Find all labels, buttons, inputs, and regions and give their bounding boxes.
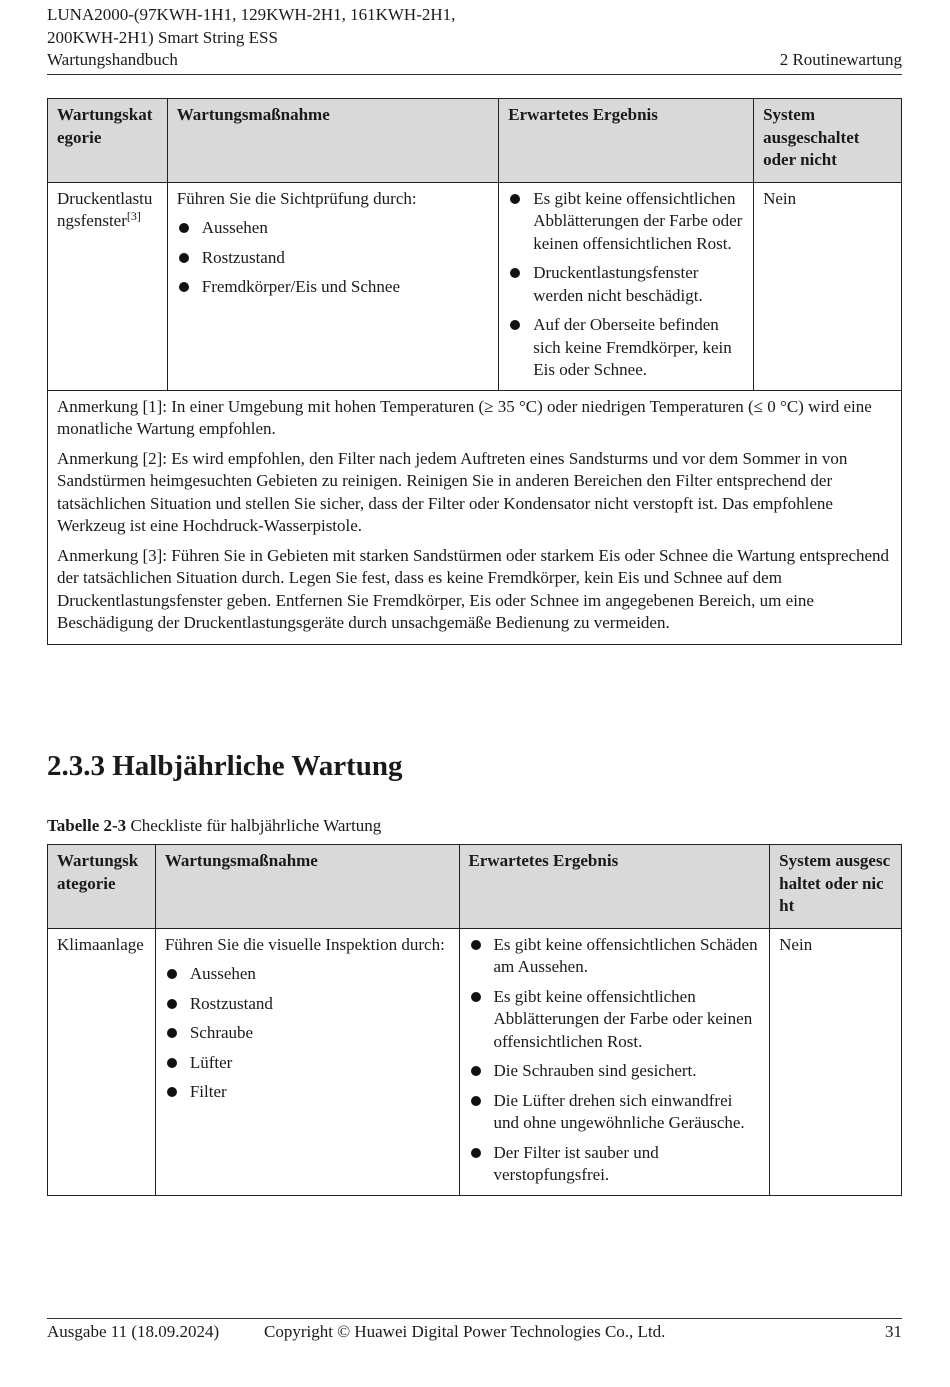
category-cell — [48, 182, 168, 390]
table-header-row — [48, 99, 902, 183]
header-result: Erwartetes Ergebnis — [499, 99, 754, 183]
table-caption — [47, 815, 381, 838]
list-item: Schraube — [165, 1022, 450, 1045]
doc-title-line-3: Wartungshandbuch — [47, 50, 178, 69]
list-item: Der Filter ist sauber und verstopfungsfrei. — [469, 1142, 761, 1187]
action-list — [165, 963, 450, 1104]
doc-title-line-2: 200KWH-2H1) Smart String ESS — [47, 27, 278, 47]
list-item: Es gibt keine offensichtlichen Abblätterungen der Farbe oder keinen offensichtlichen Rost. — [508, 188, 744, 256]
action-intro: Führen Sie die visuelle Inspektion durch: — [164, 934, 445, 954]
notes-cell — [48, 390, 902, 644]
semiannual-maintenance-table — [47, 844, 902, 1196]
page-number: 31 — [885, 1322, 902, 1341]
action-cell — [167, 182, 499, 390]
header-category: Wartungskategorie — [48, 845, 156, 929]
category-text: Druckentlastungsfenster — [57, 188, 153, 230]
table-caption-label: Tabelle 2-3 — [47, 816, 127, 835]
power-off-cell: Nein — [770, 928, 902, 1195]
list-item: Die Lüfter drehen sich einwandfrei und ohne ungewöhnliche Geräusche. — [469, 1090, 761, 1135]
note-3: Anmerkung [3]: Führen Sie in Gebieten mit starken Sandstürmen oder starkem Eis oder Schnee die Wartung entsprechend der tatsächlichen Situation durch. Legen Sie fest, dass es keine Fremdkörper, kein Eis und Schnee auf dem Druckentlastungsfenster geben. Entfernen Sie Fremdkörper, Eis oder Schnee im angegebenen Bereich, um eine Beschädigung der Druckentlastungsgeräte durch unsachgemäße Bedienung zu vermeiden. — [57, 545, 890, 632]
note-1: Anmerkung [1]: In einer Umgebung mit hohen Temperaturen (≥ 35 °C) oder niedrigen Temperaturen (≤ 0 °C) wird eine monatliche Wartung empfohlen. — [57, 396, 872, 438]
list-item: Druckentlastungsfenster werden nicht beschädigt. — [508, 262, 744, 307]
header-result: Erwartetes Ergebnis — [459, 845, 770, 929]
header-action: Wartungsmaßnahme — [167, 99, 499, 183]
power-off-cell: Nein — [754, 182, 902, 390]
list-item: Lüfter — [165, 1052, 450, 1075]
edition-info: Ausgabe 11 (18.09.2024) — [47, 1322, 220, 1341]
action-intro: Führen Sie die Sichtprüfung durch: — [176, 188, 417, 208]
action-cell — [155, 928, 459, 1195]
header-power-off: System ausgeschaltet oder nicht — [754, 99, 902, 183]
list-item: Auf der Oberseite befinden sich keine Fremdkörper, kein Eis oder Schnee. — [508, 314, 744, 382]
note-2: Anmerkung [2]: Es wird empfohlen, den Filter nach jedem Auftreten eines Sandsturms und vor dem Sommer in von Sandstürmen heimgesuchten Gebieten zu reinigen. Reinigen Sie in anderen Bereichen den Filter entsprechend der tatsächlichen Situation und stellen Sie sicher, dass der Filter oder Kondensator nicht verstopft ist. Das empfohlene Werkzeug ist eine Hochdruck-Wasserpistole. — [57, 448, 848, 535]
action-list — [177, 217, 490, 299]
table-row — [48, 182, 902, 390]
list-item: Aussehen — [165, 963, 450, 986]
copyright-notice: Copyright © Huawei Digital Power Technologies Co., Ltd. — [264, 1322, 666, 1341]
header-category: Wartungskategorie — [48, 99, 168, 183]
notes-row — [48, 390, 902, 644]
result-cell — [499, 182, 754, 390]
list-item: Die Schrauben sind gesichert. — [469, 1060, 761, 1083]
section-heading: 2.3.3 Halbjährliche Wartung — [47, 750, 403, 782]
footnote-ref: [3] — [126, 209, 141, 223]
list-item: Aussehen — [177, 217, 490, 240]
list-item: Filter — [165, 1081, 450, 1104]
result-cell — [459, 928, 770, 1195]
list-item: Rostzustand — [177, 247, 490, 270]
table-header-row — [48, 845, 902, 929]
list-item: Es gibt keine offensichtlichen Schäden am Aussehen. — [469, 934, 761, 979]
result-list — [469, 934, 761, 1187]
result-list — [508, 188, 744, 382]
header-action: Wartungsmaßnahme — [155, 845, 459, 929]
table-caption-text: Checkliste für halbjährliche Wartung — [126, 816, 382, 835]
maintenance-table-continued — [47, 98, 902, 645]
list-item: Es gibt keine offensichtlichen Abblätterungen der Farbe oder keinen offensichtlichen Rost. — [469, 986, 761, 1054]
page-header — [47, 4, 902, 75]
list-item: Rostzustand — [165, 993, 450, 1016]
chapter-reference: 2 Routinewartung — [779, 50, 902, 69]
page-footer — [47, 1318, 902, 1341]
header-power-off: System ausgeschaltet oder nicht — [770, 845, 902, 929]
table-row — [48, 928, 902, 1195]
category-cell: Klimaanlage — [48, 928, 156, 1195]
list-item: Fremdkörper/Eis und Schnee — [177, 276, 490, 299]
doc-title-line-1: LUNA2000-(97KWH-1H1, 129KWH-2H1, 161KWH-2H1, — [47, 5, 456, 24]
